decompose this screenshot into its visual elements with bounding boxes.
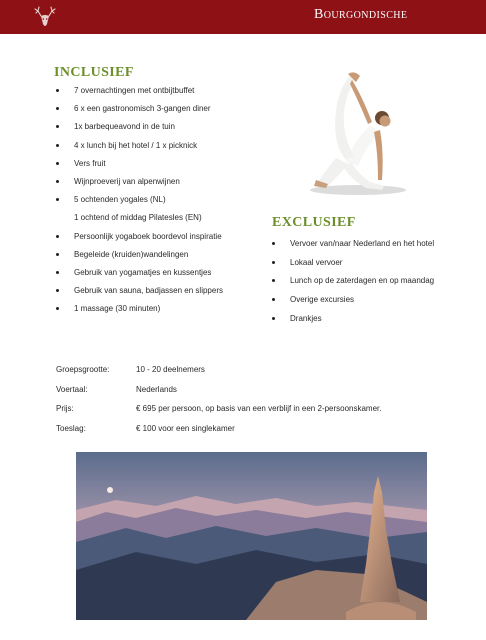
bullet-icon [56,289,59,292]
list-item: 1 massage (30 minuten) [56,303,223,321]
list-item: Drankjes [272,313,434,332]
bullet-icon [272,279,275,282]
list-item: Overige excursies [272,294,434,313]
list-item: 7 overnachtingen met ontbijtbuffet [56,85,223,103]
list-item: Persoonlijk yogaboek boordevol inspiratie [56,231,223,249]
list-item: Gebruik van sauna, badjassen en slippers [56,285,223,303]
bullet-icon [56,144,59,147]
list-item: 1 ochtend of middag Pilatesles (EN) [74,213,202,223]
deer-head-icon [30,2,60,32]
detail-value: 10 - 20 deelnemers [136,365,205,374]
inclusief-title: INCLUSIEF [54,65,134,80]
detail-label: Groepsgrootte: [56,365,110,374]
list-item: Wijnproeverij van alpenwijnen [56,176,223,194]
detail-label: Toeslag: [56,423,86,433]
detail-label: Voertaal: [56,384,88,394]
list-item: Gebruik van yogamatjes en kussentjes [56,267,223,285]
bullet-icon [272,261,275,264]
mountain-cairn-photo [76,452,427,620]
detail-value: € 100 voor een singlekamer [136,423,235,433]
bullet-icon [56,253,59,256]
bullet-icon [272,298,275,301]
bullet-icon [56,307,59,310]
exclusief-title: EXCLUSIEF [272,215,356,230]
list-item: Lunch op de zaterdagen en op maandag [272,275,434,294]
list-item: Vers fruit [56,158,223,176]
header-bar [0,0,486,34]
list-item: Vervoer van/naar Nederland en het hotel [272,238,434,257]
inclusief-list [56,85,223,321]
bullet-icon [56,162,59,165]
detail-value: € 695 per persoon, op basis van een verblijf in een 2-persoonskamer. [136,404,382,413]
list-item: Lokaal vervoer [272,257,434,276]
exclusief-list [272,238,434,331]
bullet-icon [56,89,59,92]
bullet-icon [56,235,59,238]
bullet-icon [56,125,59,128]
detail-label: Prijs: [56,404,74,413]
header-title: Bourgondische [314,7,408,22]
yoga-pose-photo [296,70,412,200]
bullet-icon [56,107,59,110]
list-item: 5 ochtenden yogales (NL) [56,194,223,212]
list-item: 4 x lunch bij het hotel / 1 x picknick [56,140,223,158]
bullet-icon [272,242,275,245]
bullet-icon [56,180,59,183]
bullet-icon [56,198,59,201]
list-item: 1x barbequeavond in de tuin [56,121,223,139]
detail-value: Nederlands [136,384,177,394]
bullet-icon [272,317,275,320]
list-item: Begeleide (kruiden)wandelingen [56,249,223,267]
list-item: 6 x een gastronomisch 3-gangen diner [56,103,223,121]
bullet-icon [56,271,59,274]
